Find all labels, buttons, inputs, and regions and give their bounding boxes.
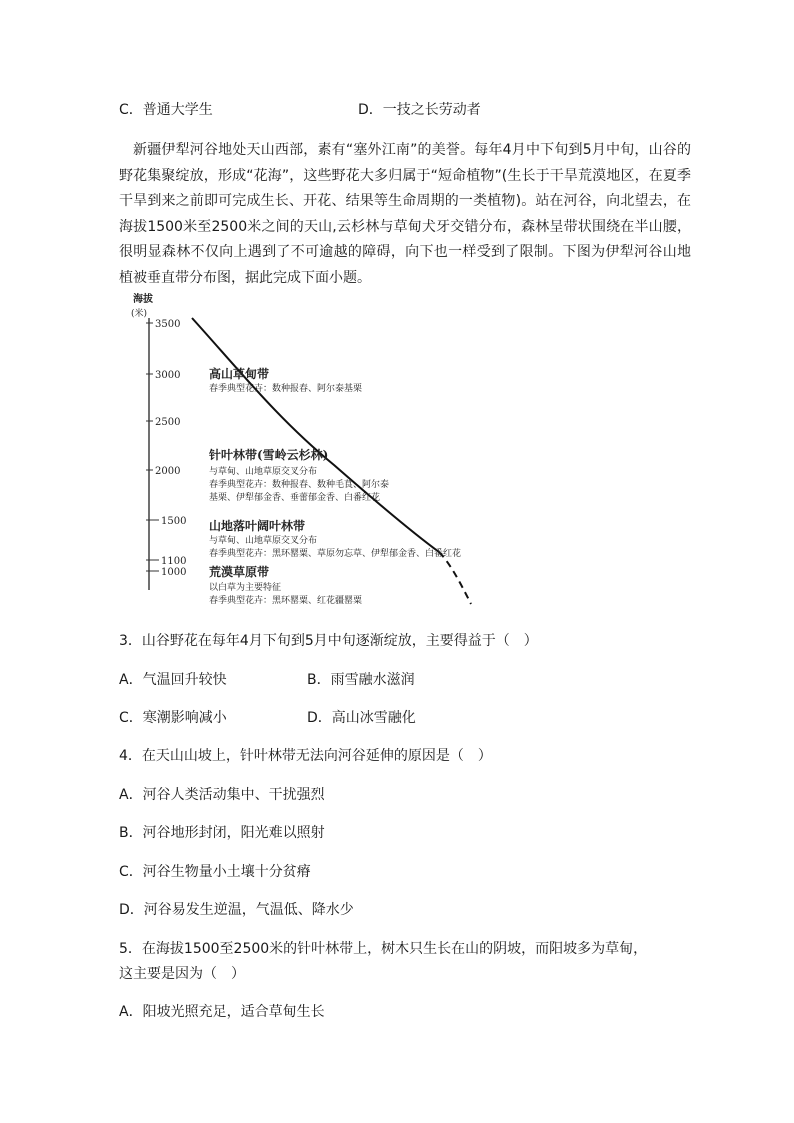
axis-title-line1: 海拔 <box>133 294 153 305</box>
question-4-option-b: B．河谷地形封闭，阳光难以照射 <box>119 825 325 841</box>
question-4-stem: 4．在天山山坡上，针叶林带无法向河谷延伸的原因是（ ） <box>119 748 492 764</box>
question-3-option-b: B．雨雪融水滋润 <box>307 672 415 688</box>
question-3-stem: 3．山谷野花在每年4月下旬到5月中旬逐渐绽放，主要得益于（ ） <box>119 633 538 649</box>
slope-profile-dashed <box>439 552 471 604</box>
slope-profile-curve <box>192 318 439 552</box>
zone-alpine-meadow-line: 春季典型花卉：数种报春、阿尔泰基栗 <box>209 384 363 394</box>
question-3-option-a: A．气温回升较快 <box>119 672 227 688</box>
option-c-prev: C．普通大学生 <box>119 102 213 118</box>
zone-coniferous-line-3: 基栗、伊犁郁金香、垂蕾郁金香、白番红花 <box>209 493 381 503</box>
tick-label-3500: 3500 <box>155 319 181 330</box>
zone-desert-steppe-line-1: 以白草为主要特征 <box>209 583 282 593</box>
tick-label-2000: 2000 <box>155 466 181 477</box>
tick-label-1100: 1100 <box>161 556 187 567</box>
question-4-option-c: C．河谷生物量小土壤十分贫瘠 <box>119 864 311 880</box>
zone-coniferous-line-2: 春季典型花卉：数种报春、数种毛茛、阿尔泰 <box>209 480 390 490</box>
vegetation-zone-diagram <box>119 290 579 610</box>
zone-coniferous-line-1: 与草甸、山地草原交叉分布 <box>209 467 318 477</box>
option-d-prev: D．一技之长劳动者 <box>358 102 481 118</box>
tick-label-3000: 3000 <box>155 370 181 381</box>
question-3-option-d: D．高山冰雪融化 <box>307 710 416 726</box>
tick-label-2500: 2500 <box>155 417 181 428</box>
zone-desert-steppe-name: 荒漠草原带 <box>209 565 270 579</box>
zone-desert-steppe-line-2: 春季典型花卉：黑环罂粟、红花疆罂粟 <box>209 596 363 606</box>
tick-label-1500: 1500 <box>161 516 187 527</box>
vegetation-zone-figure <box>119 290 579 610</box>
question-5-option-a: A．阳坡光照充足，适合草甸生长 <box>119 1004 325 1020</box>
zone-deciduous-name: 山地落叶阔叶林带 <box>209 519 306 533</box>
passage: 新疆伊犁河谷地处天山西部，素有“塞外江南”的美誉。每年4月中下旬到5月中旬，山谷的野花集聚绽放，形成“花海”，这些野花大多归属于“短命植物”(生长于干旱荒漠地区，在夏季干旱到来之前即可完成生长、开花、结果等生命周期的一类植物)。站在河谷，向北望去，在海拔1500米至2500米之间的天山,云杉林与草甸犬牙交错分布，森林呈带状围绕在半山腰，很明显森林不仅向上遇到了不可逾越的障碍，向下也一样受到了限制。下图为伊犁河谷山地植被垂直带分布图，据此完成下面小题。 <box>119 142 691 286</box>
tick-label-1000: 1000 <box>161 567 187 578</box>
question-5-stem-line-1: 5．在海拔1500至2500米的针叶林带上，树木只生长在山的阴坡，而阳坡多为草甸， <box>119 941 648 957</box>
question-4-option-a: A．河谷人类活动集中、干扰强烈 <box>119 787 325 803</box>
axis-title-line2: (米) <box>131 309 148 319</box>
question-5-stem-line-2: 这主要是因为（ ） <box>119 966 245 982</box>
zone-deciduous-line-2: 春季典型花卉：黑环罂粟、草原勿忘草、伊犁郁金香、白番红花 <box>209 549 462 559</box>
zone-coniferous-name: 针叶林带(雪岭云杉林) <box>209 448 329 462</box>
zone-alpine-meadow-name: 高山草甸带 <box>209 367 270 381</box>
zone-deciduous-line-1: 与草甸、山地草原交叉分布 <box>209 536 318 546</box>
question-4-option-d: D．河谷易发生逆温，气温低、降水少 <box>119 902 354 918</box>
question-3-option-c: C．寒潮影响减小 <box>119 710 227 726</box>
